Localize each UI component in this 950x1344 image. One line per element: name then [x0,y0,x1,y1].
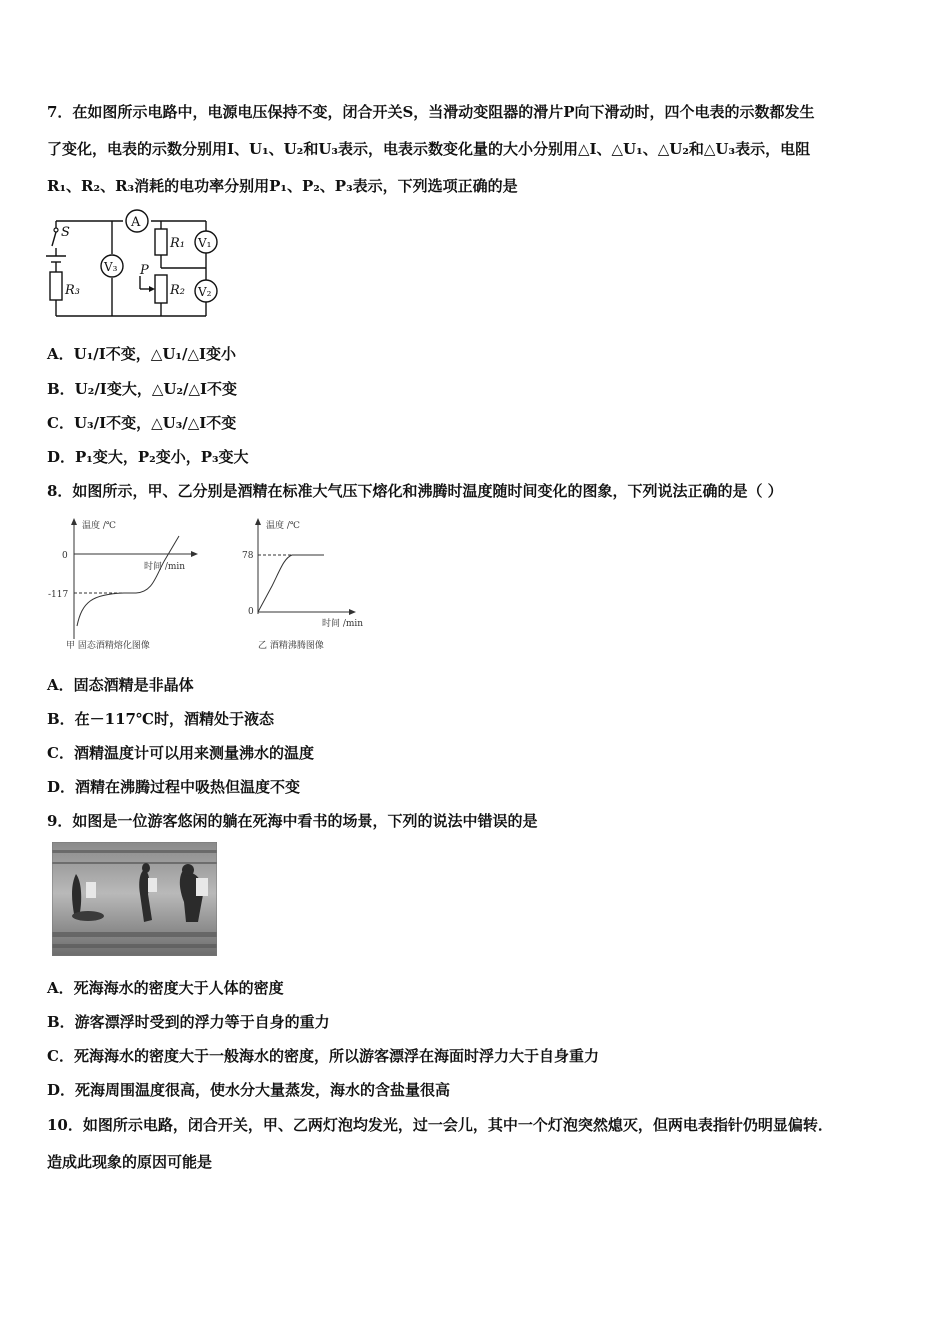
q7-stem-line-1: 7．在如图所示电路中，电源电压保持不变，闭合开关S，当滑动变阻器的滑片P向下滑动时，四个电表的示数都发生 [47,103,815,121]
q7-circuit-diagram [40,206,240,326]
q9-dead-sea-photo [52,842,217,956]
q9-option-a: A．死海海水的密度大于人体的密度 [47,979,284,997]
jia-tick-zero: 0 [62,551,68,561]
slider-label: P [140,263,149,278]
r1-label: R₁ [170,236,185,251]
q8-option-c: C．酒精温度计可以用来测量沸水的温度 [47,744,314,762]
q7-option-b: B．U₂/I变大，△U₂/△I不变 [47,380,238,398]
yi-caption: 乙 酒精沸腾图像 [258,641,324,651]
v3-label: V₃ [104,260,118,274]
q7-option-d: D．P₁变大，P₂变小，P₃变大 [47,448,249,466]
q8-graph-yi [236,514,386,654]
yi-tick-boil: 78 [242,551,254,561]
melting-curve [77,536,179,626]
boiling-curve [258,555,324,612]
q10-stem-line-2: 造成此现象的原因可能是 [47,1153,213,1171]
yi-tick-zero: 0 [248,607,254,617]
q8-stem: 8．如图所示，甲、乙分别是酒精在标准大气压下熔化和沸腾时温度随时间变化的图象，下列说法正确的是（ ） [47,482,783,500]
v2-label: V₂ [198,285,212,299]
yi-ylabel: 温度 /℃ [266,521,300,531]
q9-option-d: D．死海周围温度很高，使水分大量蒸发，海水的含盐量很高 [47,1081,451,1099]
q9-option-c: C．死海海水的密度大于一般海水的密度，所以游客漂浮在海面时浮力大于自身重力 [47,1047,599,1065]
v1-label: V₁ [198,236,212,250]
yi-xlabel: 时间 /min [322,619,364,629]
jia-ylabel: 温度 /℃ [82,521,116,531]
r3-label: R₃ [65,283,80,298]
q9-stem: 9．如图是一位游客悠闲的躺在死海中看书的场景，下列的说法中错误的是 [47,812,538,830]
q7-option-a: A．U₁/I不变，△U₁/△I变小 [47,345,237,363]
switch-label: S [61,225,70,240]
jia-tick-melt: -117 [48,590,69,600]
ammeter-label: A [131,215,141,230]
r2-label: R₂ [170,283,185,298]
q8-option-a: A．固态酒精是非晶体 [47,676,194,694]
q8-option-b: B．在－117℃时，酒精处于液态 [47,710,274,728]
jia-xlabel: 时间 /min [144,562,186,572]
jia-caption: 甲 固态酒精熔化图像 [66,641,150,651]
q9-option-b: B．游客漂浮时受到的浮力等于自身的重力 [47,1013,330,1031]
q7-stem-line-2: 了变化，电表的示数分别用I、U₁、U₂和U₃表示，电表示数变化量的大小分别用△I、△U₁、△U₂和△U₃表示，电阻 [47,140,811,158]
q7-option-c: C．U₃/I不变，△U₃/△I不变 [47,414,237,432]
q10-stem-line-1: 10．如图所示电路，闭合开关，甲、乙两灯泡均发光，过一会儿，其中一个灯泡突然熄灭，但两电表指针仍明显偏转． [47,1116,833,1134]
q7-stem-line-3: R₁、R₂、R₃消耗的电功率分别用P₁、P₂、P₃表示，下列选项正确的是 [47,177,518,195]
q8-option-d: D．酒精在沸腾过程中吸热但温度不变 [47,778,301,796]
q8-graph-jia [44,514,204,654]
slider-arrow-icon [149,286,155,292]
